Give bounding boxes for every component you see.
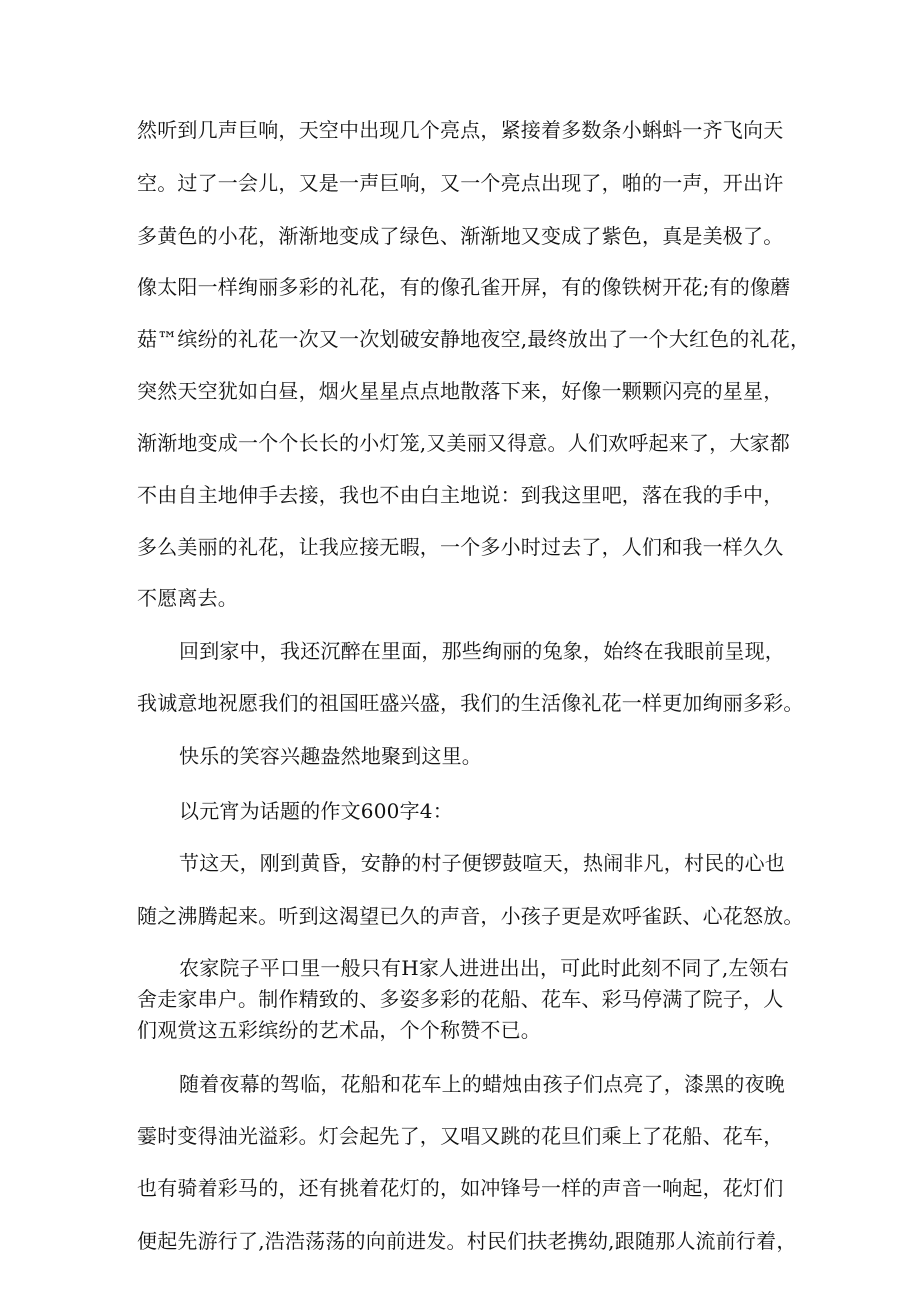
text-line: 多黄色的小花，渐渐地变成了绿色、渐渐地又变成了紫色，真是美极了。	[137, 224, 784, 248]
text-line: 便起先游行了,浩浩荡荡的向前进发。村民们扶老携幼,跟随那人流前行着，	[137, 1229, 797, 1253]
text-line: 不由自主地伸手去接，我也不由白主地说：到我这里吧，落在我的手中，	[137, 483, 784, 507]
text-line: 空。过了一会儿，又是一声巨响，又一个亮点出现了，啪的一声，开出许	[137, 171, 784, 195]
text-line: 随之沸腾起来。听到这渴望已久的声音，小孩子更是欢呼雀跃、心花怒放。	[137, 904, 804, 928]
text-line: 不愿离去。	[137, 586, 238, 610]
text-line: 多么美丽的礼花，让我应接无暇，一个多小时过去了，人们和我一样久久	[137, 535, 784, 559]
text-line: 像太阳一样绚丽多彩的礼花，有的像孔雀开屏，有的像铁树开花;有的像蘑	[137, 275, 791, 299]
section-title: 以元宵为话题的作文600字4：	[179, 799, 453, 823]
paragraph-line: 农家院子平口里一般只有H家人进进出出，可此时此刻不同了,左领右	[179, 956, 789, 980]
text-line: 然听到几声巨响，天空中出现几个亮点，紧接着多数条小蝌蚪一齐飞向天	[137, 118, 784, 142]
text-line: 突然天空犹如白昼，烟火星星点点地散落下来，好像一颗颗闪亮的星星，	[137, 379, 784, 403]
paragraph-line: 快乐的笑容兴趣盎然地聚到这里。	[179, 744, 482, 768]
paragraph-line: 回到家中，我还沉醉在里面，那些绚丽的兔象，始终在我眼前呈现，	[179, 639, 785, 663]
text-line: 菇™缤纷的礼花一次又一次划破安静地夜空,最终放出了一个大红色的礼花，	[137, 327, 811, 351]
text-line: 霎时变得油光溢彩。灯会起先了，又唱又跳的花旦们乘上了花船、花车，	[137, 1124, 784, 1148]
paragraph-line: 随着夜幕的驾临，花船和花车上的蜡烛由孩子们点亮了，漆黑的夜晚	[179, 1072, 785, 1096]
text-line: 们观赏这五彩缤纷的艺术品，个个称赞不已。	[137, 1018, 541, 1042]
text-line: 也有骑着彩马的，还有挑着花灯的，如冲锋号一样的声音一响起，花灯们	[137, 1176, 784, 1200]
text-line: 我诚意地祝愿我们的祖国旺盛兴盛，我们的生活像礼花一样更加绚丽多彩。	[137, 691, 804, 715]
text-line: 渐渐地变成一个个长长的小灯笼,又美丽又得意。人们欢呼起来了，大家都	[137, 431, 790, 455]
paragraph-line: 节这天，刚到黄昏，安静的村子便锣鼓喧天，热闹非凡，村民的心也	[179, 851, 785, 875]
text-line: 舍走家串户。制作精致的、多姿多彩的花船、花车、彩马停满了院子，人	[137, 987, 784, 1011]
